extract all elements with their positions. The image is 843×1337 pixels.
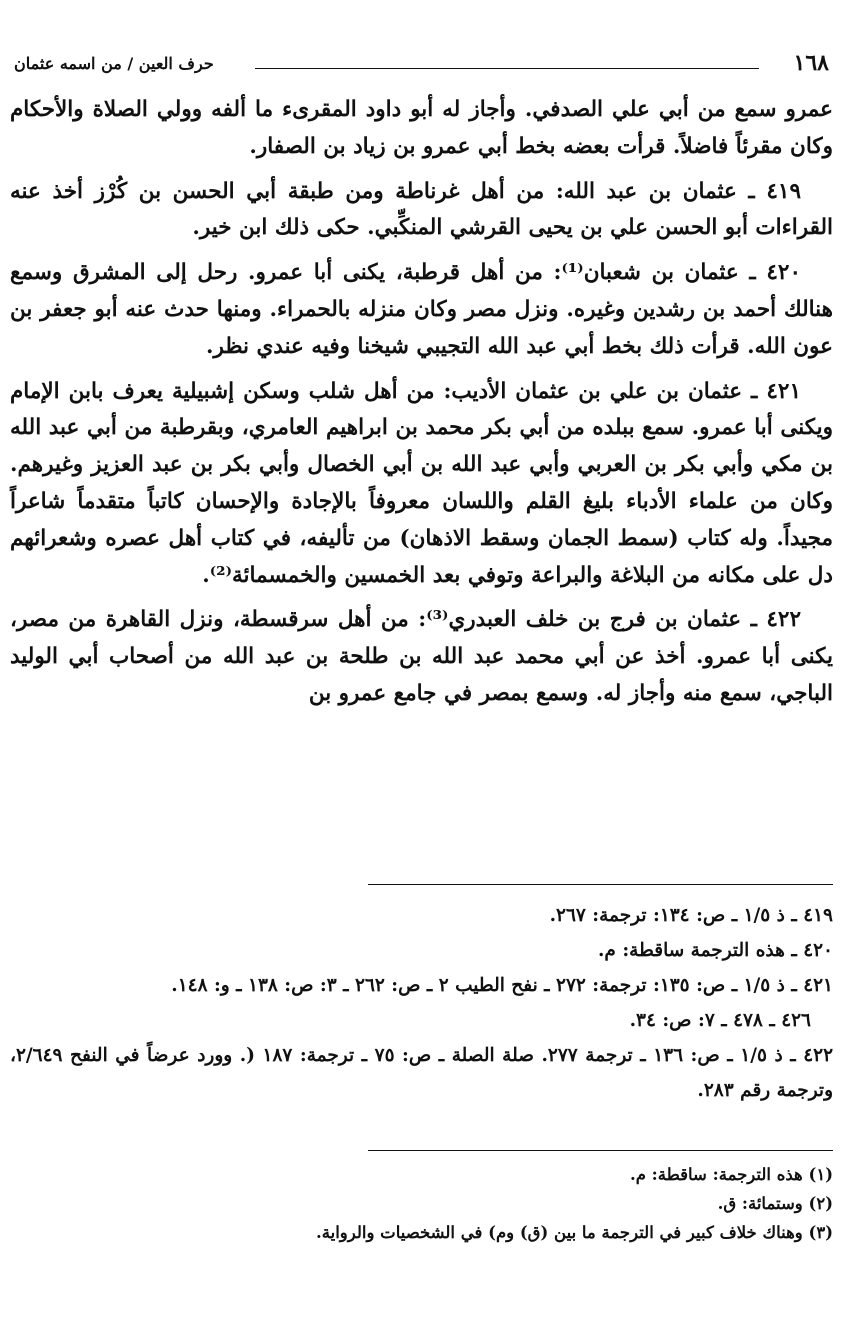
entry-422: ٤٢٢ ـ عثمان بن فرج بن خلف العبدري⁽³⁾: من أهل سرقسطة، ونزل القاهرة من مصر، يكنى أبا عمرو. أخذ عن أبي محمد عبد الله بن طلحة بن عبد الله من أصحاب أبي الوليد الباجي، سمع منه وأجاز له. وسمع بمصر في جامع عمرو بن bbox=[10, 607, 833, 706]
source-note: ٤٢٠ ـ هذه الترجمة ساقطة: م. bbox=[597, 940, 833, 961]
entry-419: ٤١٩ ـ عثمان بن عبد الله: من أهل غرناطة ومن طبقة أبي الحسن بن كُرْز أخذ عنه القراءات أبو الحسن علي بن يحيى القرشي المنكِّبي. حكى ذلك ابن خير. bbox=[10, 178, 833, 241]
running-header bbox=[10, 48, 833, 84]
entry-421: ٤٢١ ـ عثمان بن علي بن عثمان الأديب: من أهل شلب وسكن إشبيلية يعرف بابن الإمام ويكنى أبا عمرو. سمع ببلده من أبي بكر محمد بن ابراهيم العامري، وبقرطبة من أبي عبد الله بن مكي وأبي بكر بن العربي وأبي عبد الله بن أبي الخصال وأبي بكر بن عبد العزيز وغيرهم. وكان من علماء الأدباء بليغ القلم واللسان معروفاً بالإجادة والإحسان كاتباً متقدماً شاعراً مجيداً. وله كتاب (سمط الجمان وسقط الاذهان) من تأليفه، في كتاب أهل عصره وشعرائهم دل على مكانه من البلاغة والبراعة وتوفي بعد الخمسين والخمسمائة⁽²⁾. bbox=[10, 378, 833, 588]
footnote: (٢) وستمائة: ق. bbox=[717, 1194, 833, 1213]
source-note: ٤٢٢ ـ ذ ١/٥ ـ ص: ١٣٦ ـ ترجمة ٢٧٧. صلة الصلة ـ ص: ٧٥ ـ ترجمة: ١٨٧ (. وورد عرضاً في النفح ٢/٦٤٩، وترجمة رقم ٢٨٣. bbox=[10, 1045, 834, 1101]
page-number: ١٦٨ bbox=[793, 50, 829, 76]
source-note: ٤٢١ ـ ذ ١/٥ ـ ص: ١٣٥: ترجمة: ٢٧٢ ـ نفح الطيب ٢ ـ ص: ٢٦٢ ـ ٣: ص: ١٣٨ ـ و: ١٤٨. bbox=[171, 975, 833, 996]
footnote: (١) هذه الترجمة: ساقطة: م. bbox=[629, 1165, 833, 1184]
source-notes bbox=[10, 898, 833, 1108]
source-note: ٤٢٦ ـ ٤٧٨ ـ ٧: ص: ٣٤. bbox=[629, 1010, 811, 1031]
footnote: (٣) وهناك خلاف كبير في الترجمة ما بين (ق) وم) في الشخصيات والرواية. bbox=[316, 1223, 833, 1242]
entry-continuation: عمرو سمع من أبي علي الصدفي. وأجاز له أبو داود المقرىء ما ألفه وولي الصلاة والأحكام وكان مقرئاً فاضلاً. قرأت بعضه بخط أبي عمرو بن زياد بن الصفار. bbox=[10, 97, 833, 159]
entry-420: ٤٢٠ ـ عثمان بن شعبان⁽¹⁾: من أهل قرطبة، يكنى أبا عمرو. رحل إلى المشرق وسمع هنالك أحمد بن رشدين وغيره. ونزل مصر وكان منزله بالحمراء. ومنها حدث عنه أبو جعفر بن عون الله. قرأت ذلك بخط أبي عبد الله التجيبي شيخنا وفيه عندي نظر. bbox=[10, 260, 833, 359]
header-title: حرف العين / من اسمه عثمان bbox=[14, 54, 214, 73]
source-notes-rule bbox=[368, 884, 833, 885]
footnotes-rule bbox=[368, 1150, 833, 1151]
source-note: ٤١٩ ـ ذ ١/٥ ـ ص: ١٣٤: ترجمة: ٢٦٧. bbox=[549, 905, 833, 926]
main-text bbox=[10, 92, 833, 721]
footnotes bbox=[10, 1160, 833, 1247]
header-rule bbox=[255, 68, 759, 69]
